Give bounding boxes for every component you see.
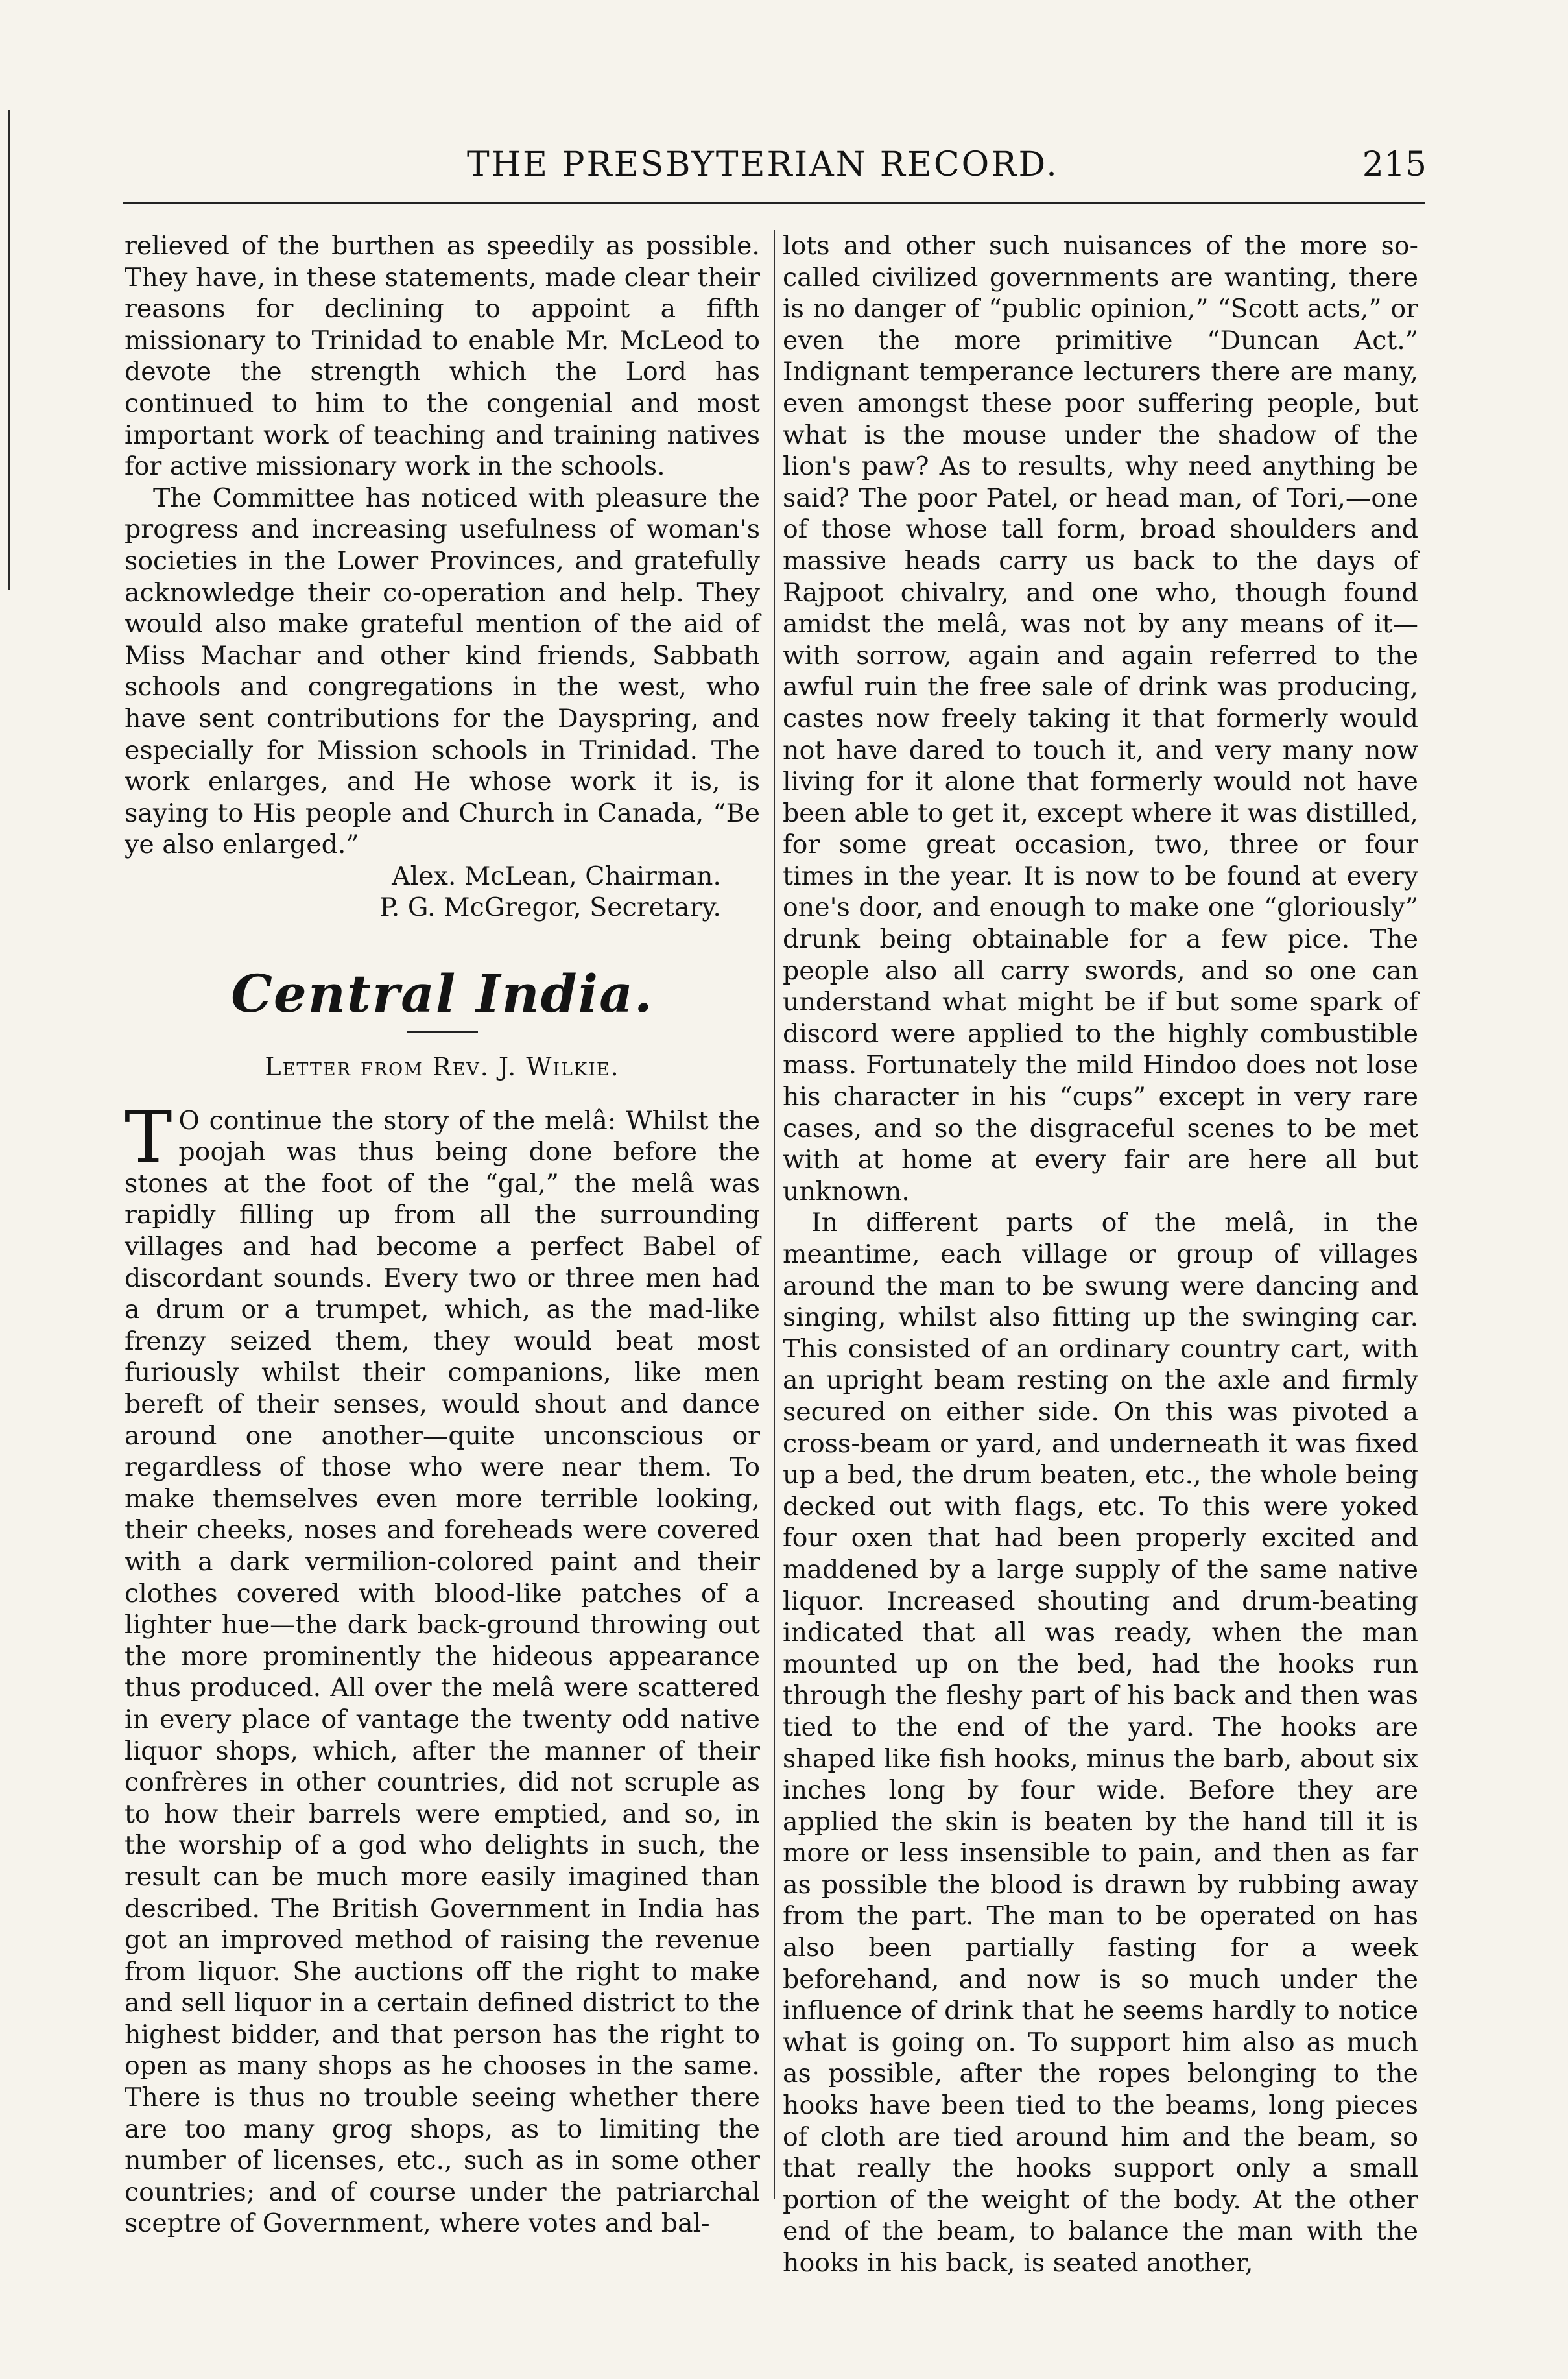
- page-header: [467, 144, 1427, 189]
- running-title: THE PRESBYTERIAN RECORD.: [467, 145, 1059, 184]
- signature-chairman: Alex. McLean, Chairman.: [392, 861, 721, 891]
- paragraph-swinging: In different parts of the melâ, in the meantime, each village or group of villages around the man to be swung were dancing and singing, whilst also fitting up the swinging car. This consisted of an ordinary country cart, with an upright beam resting on the axle and firmly secured on either side. On this was pivoted a cross-beam or yard, and underneath it was fixed up a bed, the drum beaten, etc., the whole being decked out with flags, etc. To this were yoked four oxen that had been properly excited and maddened by a large supply of the same native liquor. Increased shouting and drum-beating indicated that all was ready, when the man mounted up on the bed, had the hooks run through the fleshy part of his back and then was tied to the end of the yard. The hooks are shaped like fish hooks, minus the barb, about six inches long by four wide. Before they are applied the skin is beaten by the hand till it is more or less insensible to pain, and then as far as possible the blood is drawn by rubbing away from the part. The man to be operated on has also been partially fasting for a week beforehand, and now is so much under the influence of drink that he seems hardly to notice what is going on. To support him also as much as possible, after the ropes belonging to the hooks have been tied to the beams, long pieces of cloth are tied around him and the beam, so that really the hooks support only a small portion of the weight of the body. At the other end of the beam, to balance the man with the hooks in his back, is seated another,: [783, 1208, 1418, 2278]
- paragraph-mela-text: O continue the story of the melâ: Whilst the poojah was thus being done before the stones at the foot of the “gal,” the melâ was rapidly filling up from all the surrounding villages and had become a perfect Babel of discordant sounds. Every two or three men had a drum or a trumpet, which, as the mad-like frenzy seized them, they would beat most furiously whilst their companions, like men bereft of their senses, would shout and dance around one another—quite unconscious or regardless of those who were near them. To make themselves even more terrible looking, their cheeks, noses and foreheads were covered with a dark vermilion-colored paint and their clothes covered with blood-like patches of a lighter hue—the dark back-ground throwing out the more prominently the hideous appearance thus produced. All over the melâ were scattered in every place of vantage the twenty odd native liquor shops, which, after the manner of their confrères in other countries, did not scruple as to how their barrels were emptied, and so, in the worship of a god who delights in such, the result can be much more easily imagined than described. The British Government in India has got an improved method of raising the revenue from liquor. She auctions off the right to make and sell liquor in a certain defined district to the highest bidder, and that person has the right to open as many shops as he chooses in the same. There is thus no trouble seeing whether there are too many grog shops, as to limiting the number of licenses, etc., such as in some other countries; and of course under the patriarchal sceptre of Government, where votes and bal-: [125, 1105, 760, 2239]
- column-divider: [774, 230, 775, 2199]
- left-column: [125, 230, 760, 2240]
- signature-secretary: P. G. McGregor, Secretary.: [379, 892, 721, 923]
- right-column: [783, 230, 1418, 2279]
- page-number: 215: [1362, 145, 1427, 184]
- letter-byline: Letter from Rev. J. Wilkie.: [265, 1053, 620, 1082]
- paragraph-mela: [125, 1095, 760, 2240]
- paragraph-committee: The Committee has noticed with pleasure the progress and increasing usefulness of woman's societies in the Lower Provinces, and gratefully acknowledge their co-operation and help. They would also make grateful mention of the aid of Miss Machar and other kind friends, Sabbath schools and congregations in the west, who have sent contributions for the Dayspring, and especially for Mission schools in Trinidad. The work enlarges, and He whose work it is, is saying to His people and Church in Canada, “Be ye also enlarged.”: [125, 483, 760, 860]
- paragraph-continuation: relieved of the burthen as speedily as possible. They have, in these statements, made clear their reasons for declining to appoint a fifth missionary to Trinidad to enable Mr. McLeod to devote the strength which the Lord has continued to him to the congenial and most important work of teaching and training natives for active missionary work in the schools.: [125, 231, 760, 482]
- page-edge-line: [8, 110, 10, 590]
- section-title: Central India.: [231, 963, 654, 1025]
- header-rule: [123, 202, 1425, 204]
- paragraph-liquor: lots and other such nuisances of the more so-called civilized governments are wanting, there is no danger of “public opinion,” “Scott acts,” or even the more primitive “Duncan Act.” Indignant temperance lecturers there are many, even amongst these poor suffering people, but what is the mouse under the shadow of the lion's paw? As to results, why need anything be said? The poor Patel, or head man, of Tori,—one of those whose tall form, broad shoulders and massive heads carry us back to the days of Rajpoot chivalry, and one who, though found amidst the melâ, was not by any means of it—with sorrow, again and again referred to the awful ruin the free sale of drink was producing, castes now freely taking it that formerly would not have dared to touch it, and very many now living for it alone that formerly would not have been able to get it, except where it was distilled, for some great occasion, two, three or four times in the year. It is now to be found at every one's door, and enough to make one “gloriously” drunk being obtainable for a few pice. The people also all carry swords, and so one can understand what might be if but some spark of discord were applied to the highly combustible mass. Fortunately the mild Hindoo does not lose his character in his “cups” except in very rare cases, and so the disgraceful scenes to be met with at home at every fair are here all but unknown.: [783, 231, 1418, 1206]
- title-rule: [407, 1031, 478, 1033]
- drop-cap: T: [125, 1095, 172, 1178]
